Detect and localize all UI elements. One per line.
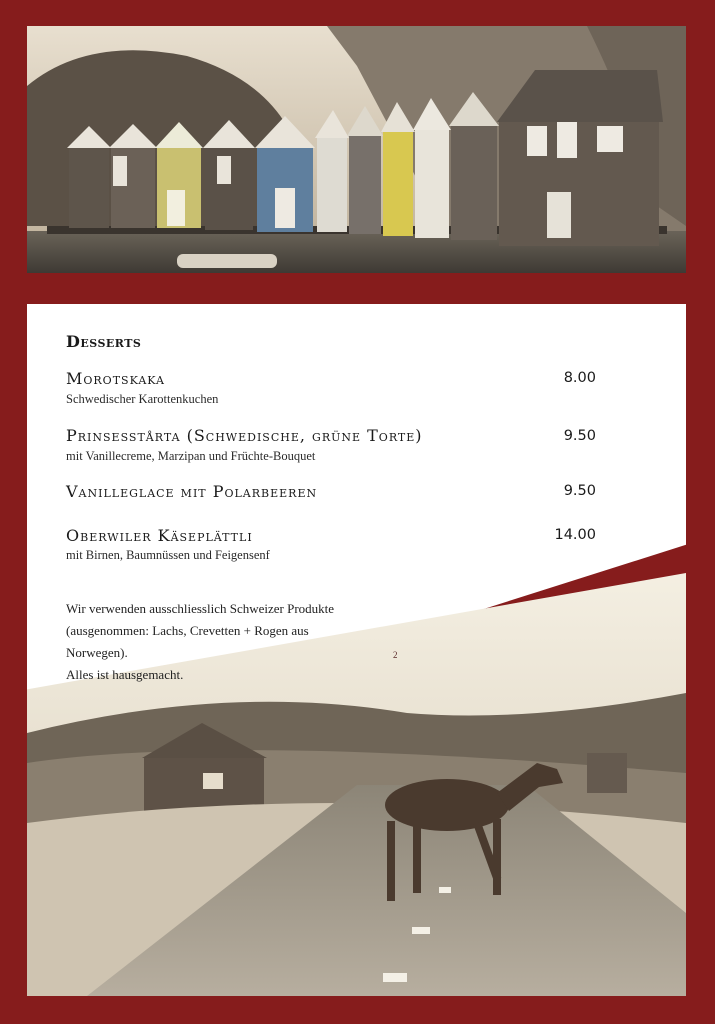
sourcing-note — [66, 598, 386, 686]
menu-item-price: 9.50 — [563, 428, 596, 444]
menu-item-description: Schwedischer Karottenkuchen — [66, 392, 219, 406]
menu-item-price: 8.00 — [563, 370, 596, 386]
menu-item-price: 9.50 — [563, 483, 596, 499]
page-number: 2 — [393, 650, 398, 660]
note-line: Wir verwenden ausschliesslich Schweizer Produkte — [66, 601, 335, 616]
note-line: Alles ist hausgemacht. — [66, 667, 184, 682]
menu-item-name: Vanilleglace mit Polarbeeren — [66, 482, 318, 501]
menu-item-price: 14.00 — [554, 527, 596, 543]
menu-item-description: mit Birnen, Baumnüssen und Feigensenf — [66, 548, 270, 562]
menu-item-name: Oberwiler Käseplättli — [66, 526, 253, 545]
menu-item-name: Prinsesstårta (Schwedische, grüne Torte) — [66, 426, 423, 445]
menu-item-name: Morotskaka — [66, 369, 166, 388]
note-line: Norwegen). — [66, 645, 128, 660]
boathouses-photo — [27, 26, 686, 273]
menu-item-description: mit Vanillecreme, Marzipan und Früchte-Bouquet — [66, 449, 316, 463]
section-title: Desserts — [66, 332, 142, 351]
note-line: (ausgenommen: Lachs, Crevetten + Rogen aus — [66, 623, 309, 638]
